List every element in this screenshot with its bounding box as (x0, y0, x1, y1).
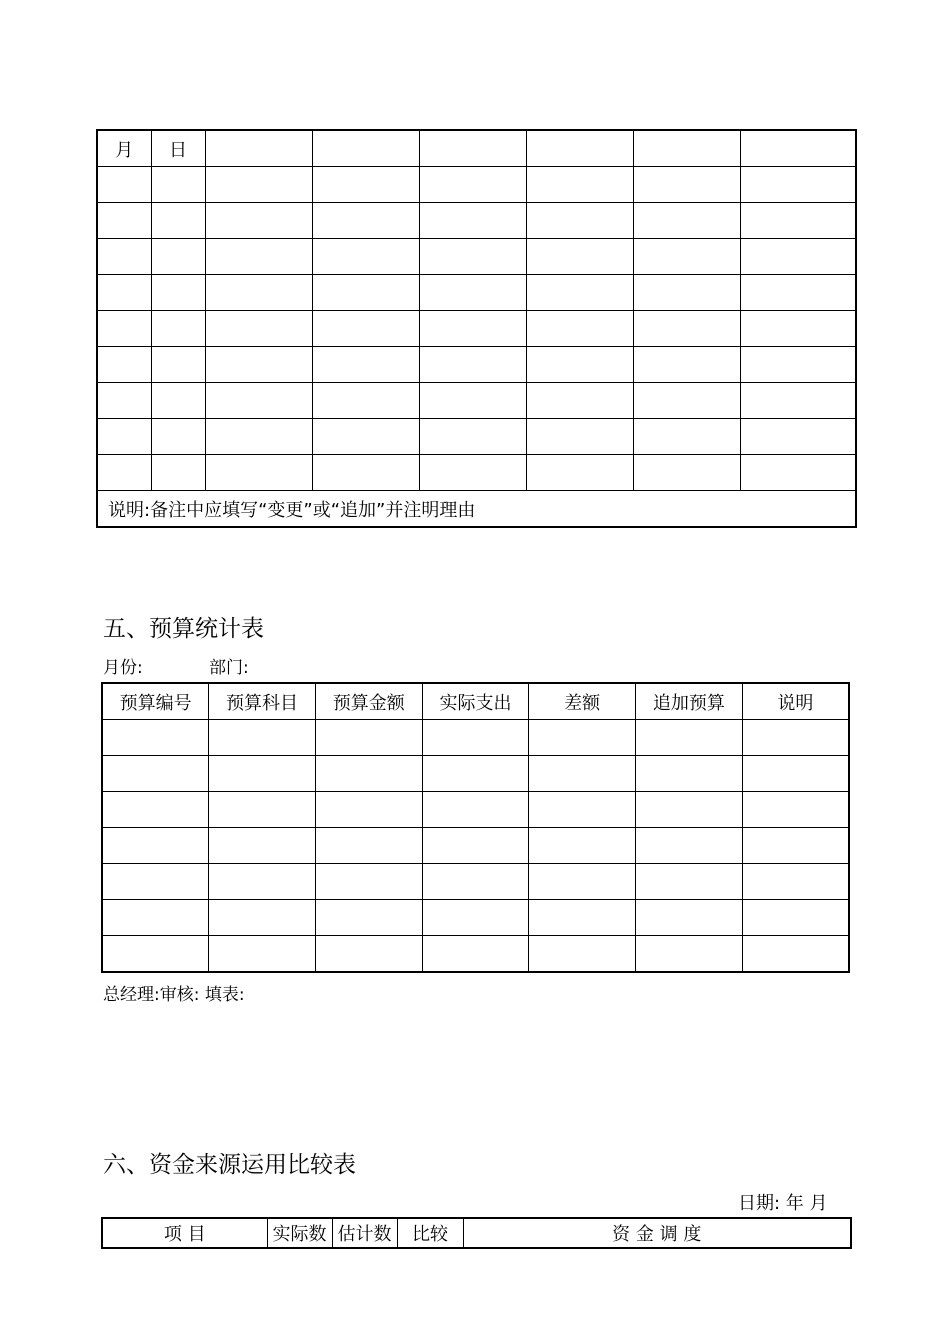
table-cell (312, 239, 419, 275)
table-row (102, 864, 849, 900)
table-cell (419, 383, 526, 419)
table-cell (419, 311, 526, 347)
table-cell (315, 720, 422, 756)
table-cell (633, 347, 740, 383)
table-cell (633, 275, 740, 311)
table-cell (205, 130, 312, 167)
table-cell (633, 167, 740, 203)
col-comparison: 比较 (397, 1218, 463, 1248)
table-cell (315, 756, 422, 792)
col-actual-expense: 实际支出 (422, 683, 529, 720)
table-row (97, 239, 856, 275)
table-cell (312, 130, 419, 167)
section-title-funds: 六、资金来源运用比较表 (103, 1152, 356, 1178)
table-cell (97, 311, 151, 347)
table-cell (526, 239, 633, 275)
col-difference: 差额 (529, 683, 636, 720)
table-cell (419, 455, 526, 491)
table-cell (205, 239, 312, 275)
table-cell (102, 756, 209, 792)
table-cell (633, 311, 740, 347)
table-cell (529, 792, 636, 828)
table-cell (636, 900, 743, 936)
table-cell (422, 828, 529, 864)
table-header-row (97, 130, 856, 167)
col-budget-amount: 预算金额 (315, 683, 422, 720)
table-cell (526, 419, 633, 455)
table-cell (312, 275, 419, 311)
table-cell (422, 792, 529, 828)
table-cell (97, 167, 151, 203)
table-cell (151, 167, 205, 203)
table-row (102, 936, 849, 973)
table-cell (97, 347, 151, 383)
table-cell (102, 792, 209, 828)
col-budget-number: 预算编号 (102, 683, 209, 720)
table-cell (526, 347, 633, 383)
table-cell (529, 864, 636, 900)
table-cell (529, 756, 636, 792)
table-cell (526, 275, 633, 311)
table-cell (205, 275, 312, 311)
table-cell (740, 203, 856, 239)
table-cell (526, 167, 633, 203)
table-cell (740, 383, 856, 419)
table-cell (312, 347, 419, 383)
table-cell (419, 275, 526, 311)
table-cell (419, 419, 526, 455)
table-cell (315, 900, 422, 936)
table-cell (97, 383, 151, 419)
table-row (102, 792, 849, 828)
table-cell (315, 828, 422, 864)
table-cell (422, 936, 529, 973)
col-item: 项 目 (102, 1218, 267, 1248)
table-cell (205, 419, 312, 455)
table-cell (312, 419, 419, 455)
table-cell (422, 720, 529, 756)
table-cell (742, 936, 849, 973)
table-cell (742, 864, 849, 900)
note-row (97, 491, 856, 528)
table-cell (422, 900, 529, 936)
table-cell (97, 455, 151, 491)
table-cell (209, 900, 316, 936)
funds-comparison-table (101, 1217, 852, 1249)
col-budget-subject: 预算科目 (209, 683, 316, 720)
table-cell (526, 383, 633, 419)
table-cell (529, 936, 636, 973)
table-cell (419, 130, 526, 167)
date-label: 日期: 年 月 (738, 1193, 828, 1214)
table-cell (151, 239, 205, 275)
table-cell (633, 419, 740, 455)
table-cell (636, 756, 743, 792)
table-cell (633, 455, 740, 491)
table-cell (419, 347, 526, 383)
budget-statistics-table (101, 682, 850, 973)
table-row (97, 455, 856, 491)
table-cell (740, 130, 856, 167)
table-cell (419, 203, 526, 239)
table-header-row (102, 1218, 851, 1248)
col-estimate: 估计数 (332, 1218, 397, 1248)
table-row (97, 203, 856, 239)
table-row (97, 419, 856, 455)
table-cell (526, 455, 633, 491)
table-cell (209, 936, 316, 973)
table-cell (740, 167, 856, 203)
department-label: 部门: (209, 658, 249, 678)
table-cell (526, 311, 633, 347)
table-cell (742, 756, 849, 792)
table-cell (209, 756, 316, 792)
date-log-table (96, 129, 857, 528)
header-day: 日 (151, 130, 205, 167)
table-cell (740, 455, 856, 491)
table-cell (209, 720, 316, 756)
table-row (97, 311, 856, 347)
table-cell (209, 864, 316, 900)
table-cell (633, 383, 740, 419)
table-cell (151, 419, 205, 455)
table-cell (312, 203, 419, 239)
table-cell (740, 347, 856, 383)
header-month: 月 (97, 130, 151, 167)
table-cell (742, 720, 849, 756)
table-cell (740, 419, 856, 455)
table-row (102, 720, 849, 756)
table-cell (312, 167, 419, 203)
table-cell (315, 792, 422, 828)
section-title-budget: 五、预算统计表 (103, 616, 264, 642)
table-cell (102, 720, 209, 756)
table-cell (97, 419, 151, 455)
table-cell (151, 311, 205, 347)
table-cell (205, 203, 312, 239)
table-cell (529, 900, 636, 936)
month-label: 月份: (103, 658, 143, 678)
table-cell (526, 130, 633, 167)
table-cell (97, 275, 151, 311)
table-cell (205, 311, 312, 347)
table-cell (312, 455, 419, 491)
table-cell (205, 383, 312, 419)
signature-line: 总经理:审核: 填表: (103, 985, 245, 1005)
table-cell (422, 756, 529, 792)
table-cell (633, 203, 740, 239)
table-cell (102, 828, 209, 864)
table-cell (151, 455, 205, 491)
table-cell (742, 900, 849, 936)
table-cell (151, 347, 205, 383)
table-cell (209, 792, 316, 828)
table-cell (205, 455, 312, 491)
table-row (102, 756, 849, 792)
table-cell (526, 203, 633, 239)
table-cell (633, 130, 740, 167)
table-cell (205, 347, 312, 383)
table-cell (315, 864, 422, 900)
col-additional-budget: 追加预算 (636, 683, 743, 720)
table-cell (529, 720, 636, 756)
table-cell (97, 239, 151, 275)
table-row (97, 383, 856, 419)
table-cell (419, 239, 526, 275)
table-cell (97, 203, 151, 239)
table-row (97, 167, 856, 203)
table-cell (529, 828, 636, 864)
table-cell (636, 792, 743, 828)
table-note: 说明:备注中应填写“变更”或“追加”并注明理由 (97, 491, 856, 528)
table-cell (740, 275, 856, 311)
table-cell (205, 167, 312, 203)
table-cell (742, 792, 849, 828)
table-cell (151, 275, 205, 311)
table-cell (312, 383, 419, 419)
table-row (97, 275, 856, 311)
table-row (102, 828, 849, 864)
table-row (102, 900, 849, 936)
col-remarks: 说明 (742, 683, 849, 720)
table-cell (209, 828, 316, 864)
table-cell (740, 311, 856, 347)
col-fund-allocation: 资 金 调 度 (463, 1218, 851, 1248)
table-cell (636, 864, 743, 900)
table-cell (315, 936, 422, 973)
table-cell (102, 936, 209, 973)
table-cell (636, 828, 743, 864)
table-cell (102, 864, 209, 900)
table-cell (151, 203, 205, 239)
table-cell (419, 167, 526, 203)
table-header-row (102, 683, 849, 720)
table-row (97, 347, 856, 383)
table-cell (636, 936, 743, 973)
col-actual: 实际数 (267, 1218, 332, 1248)
table-cell (422, 864, 529, 900)
table-cell (636, 720, 743, 756)
table-cell (742, 828, 849, 864)
table-cell (740, 239, 856, 275)
table-cell (312, 311, 419, 347)
table-cell (633, 239, 740, 275)
table-cell (102, 900, 209, 936)
table-cell (151, 383, 205, 419)
